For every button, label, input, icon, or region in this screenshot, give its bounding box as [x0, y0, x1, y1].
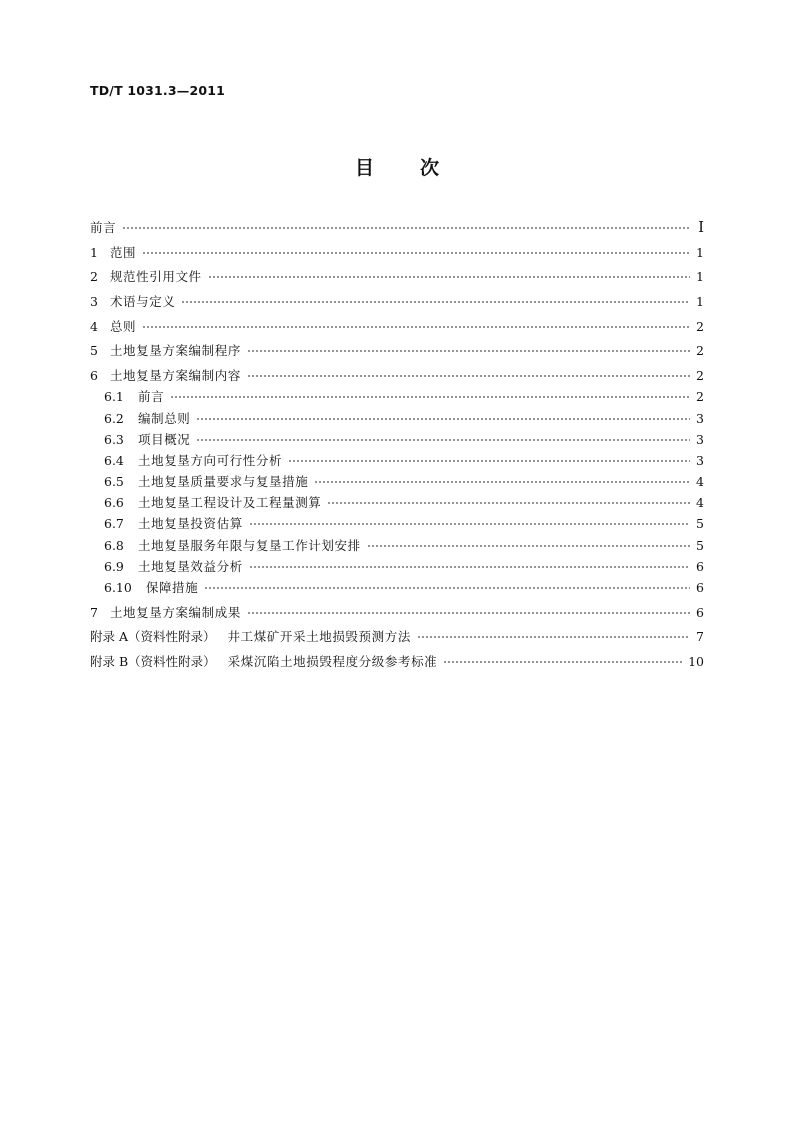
toc-leader-dots	[247, 375, 690, 377]
toc-leader-dots	[327, 502, 690, 504]
toc-entry-label: 土地复垦效益分析	[138, 558, 243, 574]
toc-leader-dots	[247, 612, 690, 614]
toc-entry-number: 6	[90, 368, 98, 384]
toc-entry-number: 附录 A（资料性附录）	[90, 629, 216, 645]
toc-entry-label: 术语与定义	[109, 294, 176, 310]
toc-entry-foreword[interactable]	[90, 217, 704, 238]
toc-leader-dots	[196, 418, 690, 420]
toc-leader-dots	[314, 481, 690, 483]
toc-entry-label: 土地复垦质量要求与复垦措施	[138, 474, 309, 490]
toc-entry-page: 7	[696, 629, 704, 645]
toc-entry-label: 土地复垦方向可行性分析	[138, 452, 283, 468]
toc-entry-number: 6.7	[104, 516, 124, 532]
toc-entry-page: 6	[696, 558, 704, 574]
toc-entry-number: 4	[90, 318, 98, 334]
toc-entry-page: 4	[696, 495, 704, 511]
toc-entry-number: 6.8	[104, 537, 124, 553]
toc-entry-label: 总则	[109, 318, 137, 334]
toc-entry-page: 1	[696, 244, 704, 260]
toc-leader-dots	[204, 587, 690, 589]
toc-entry-number: 6.4	[104, 452, 124, 468]
toc-entry-6-9[interactable]	[90, 556, 704, 577]
toc-entry-label: 范围	[109, 244, 137, 260]
toc-entry-appendix-a[interactable]	[90, 626, 704, 647]
toc-title-part2: 次	[420, 157, 440, 179]
table-of-contents	[90, 217, 704, 672]
toc-entry-page: 6	[696, 604, 704, 620]
toc-entry-label: 土地复垦工程设计及工程量测算	[138, 495, 322, 511]
toc-leader-dots	[142, 326, 690, 328]
toc-leader-dots	[443, 661, 684, 663]
toc-entry-number: 1	[90, 244, 98, 260]
toc-entry-6-3[interactable]	[90, 429, 704, 450]
toc-entry-3[interactable]	[90, 291, 704, 312]
toc-leader-dots	[181, 301, 690, 303]
toc-entry-label: 项目概况	[138, 431, 191, 447]
toc-entry-page: 5	[696, 516, 704, 532]
toc-entry-5[interactable]	[90, 340, 704, 361]
toc-entry-number: 2	[90, 269, 98, 285]
toc-entry-page: 3	[696, 410, 704, 426]
toc-entry-1[interactable]	[90, 242, 704, 263]
toc-leader-dots	[170, 396, 690, 398]
toc-entry-label: 采煤沉陷土地损毁程度分级参考标准	[227, 654, 438, 670]
toc-entry-page: 2	[696, 368, 704, 384]
toc-title	[0, 153, 794, 180]
toc-leader-dots	[142, 252, 690, 254]
toc-entry-6-5[interactable]	[90, 471, 704, 492]
toc-entry-page: 4	[696, 474, 704, 490]
toc-entry-number: 7	[90, 604, 98, 620]
toc-title-part1: 目	[354, 157, 374, 179]
toc-entry-page: 2	[696, 318, 704, 334]
toc-entry-appendix-b[interactable]	[90, 651, 704, 672]
toc-leader-dots	[196, 439, 690, 441]
toc-entry-number: 5	[90, 343, 98, 359]
toc-entry-6[interactable]	[90, 365, 704, 386]
toc-leader-dots	[208, 276, 690, 278]
toc-entry-number: 6.3	[104, 431, 124, 447]
toc-entry-7[interactable]	[90, 602, 704, 623]
toc-leader-dots	[247, 350, 690, 352]
toc-entry-label: 前言	[138, 389, 165, 405]
toc-entry-6-7[interactable]	[90, 513, 704, 534]
toc-entry-label: 保障措施	[145, 580, 199, 595]
toc-entry-page: 6	[696, 580, 704, 595]
toc-entry-page: 3	[696, 452, 704, 468]
toc-entry-number: 6.9	[104, 558, 124, 574]
toc-entry-page: 2	[696, 343, 704, 359]
toc-entry-label: 土地复垦方案编制程序	[109, 343, 241, 359]
toc-entry-page: 10	[688, 654, 704, 670]
toc-entry-page: 1	[696, 269, 704, 285]
toc-entry-number: 6.6	[104, 495, 124, 511]
toc-leader-dots	[288, 460, 690, 462]
standard-code: TD/T 1031.3—2011	[90, 83, 226, 98]
toc-leader-dots	[249, 566, 690, 568]
toc-leader-dots	[249, 523, 690, 525]
toc-entry-number: 6.1	[104, 389, 124, 405]
toc-entry-label: 井工煤矿开采土地损毁预测方法	[227, 629, 411, 645]
toc-entry-6-10[interactable]	[90, 577, 704, 598]
toc-entry-number: 6.2	[104, 410, 124, 426]
toc-leader-dots	[367, 545, 690, 547]
toc-entry-6-1[interactable]	[90, 386, 704, 407]
toc-leader-dots	[122, 227, 690, 229]
toc-entry-page: 2	[696, 389, 704, 405]
toc-entry-label: 编制总则	[138, 410, 191, 426]
toc-entry-label: 前言	[90, 220, 117, 235]
toc-entry-label: 土地复垦投资估算	[138, 516, 243, 532]
toc-entry-6-6[interactable]	[90, 492, 704, 513]
toc-entry-page: I	[698, 218, 704, 236]
toc-entry-number: 附录 B（资料性附录）	[90, 654, 216, 670]
toc-entry-6-8[interactable]	[90, 535, 704, 556]
toc-entry-number: 6.10	[104, 580, 132, 595]
toc-entry-label: 规范性引用文件	[109, 269, 202, 285]
toc-leader-dots	[417, 636, 690, 638]
toc-entry-6-2[interactable]	[90, 408, 704, 429]
toc-entry-number: 6.5	[104, 474, 124, 490]
toc-entry-label: 土地复垦服务年限与复垦工作计划安排	[138, 537, 361, 553]
toc-entry-4[interactable]	[90, 316, 704, 337]
toc-entry-label: 土地复垦方案编制成果	[109, 604, 241, 620]
toc-entry-page: 1	[696, 294, 704, 310]
toc-entry-6-4[interactable]	[90, 450, 704, 471]
toc-entry-page: 3	[696, 431, 704, 447]
toc-entry-2[interactable]	[90, 266, 704, 287]
toc-entry-number: 3	[90, 294, 98, 310]
toc-entry-label: 土地复垦方案编制内容	[109, 368, 241, 384]
toc-entry-page: 5	[696, 537, 704, 553]
